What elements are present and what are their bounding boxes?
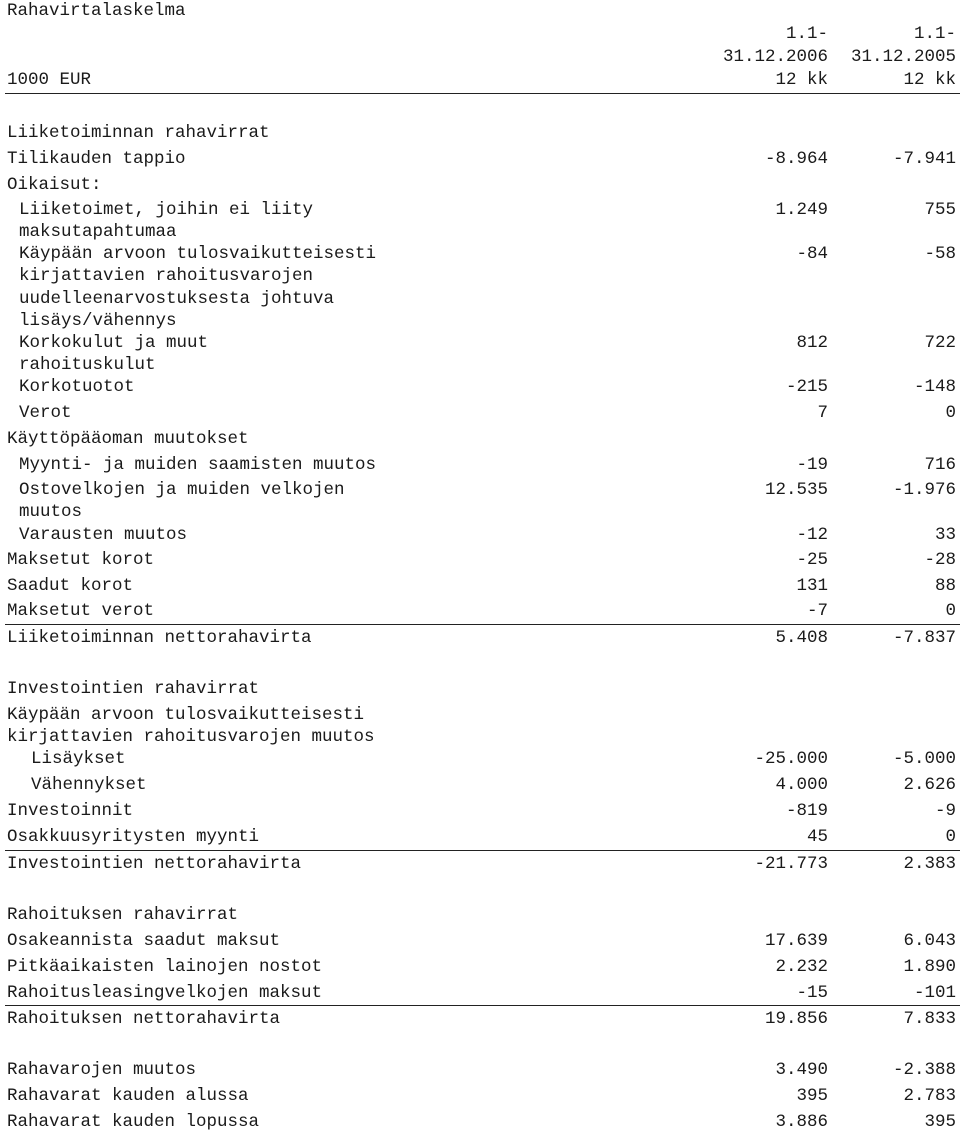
col1-header-length: 12 kk <box>775 70 828 90</box>
statement-row <box>7 826 956 848</box>
statement-row <box>7 904 956 926</box>
row-label: uudelleenarvostuksesta johtuva <box>19 288 335 309</box>
divider-rule <box>5 93 960 94</box>
col2-header-period-end: 31.12.2005 <box>850 47 956 67</box>
value-2005: 395 <box>924 1112 956 1132</box>
value-2005: 6.043 <box>903 931 956 951</box>
value-2006: -12 <box>796 525 828 545</box>
row-label: Käypään arvoon tulosvaikutteisesti <box>7 705 365 725</box>
row-label: Ostovelkojen ja muiden velkojen <box>19 480 345 500</box>
row-label: Maksetut verot <box>7 601 155 621</box>
header-line-1 <box>7 23 956 45</box>
statement-row <box>7 956 956 978</box>
value-2005: -5.000 <box>892 749 956 769</box>
value-2006: 3.886 <box>775 1112 828 1132</box>
value-2005: 2.626 <box>903 775 956 795</box>
row-label: Osakeannista saadut maksut <box>7 931 281 951</box>
value-2006: 17.639 <box>764 931 828 951</box>
row-label: Liiketoimet, joihin ei liity <box>19 200 314 220</box>
statement-row <box>7 402 956 424</box>
row-label: Rahoitusleasingvelkojen maksut <box>7 983 323 1003</box>
statement-row <box>7 243 956 265</box>
statement-row <box>7 454 956 476</box>
statement-row <box>7 800 956 822</box>
value-2005: 7.833 <box>903 1009 956 1029</box>
value-2006: 5.408 <box>775 628 828 648</box>
value-2005: -9 <box>934 801 956 821</box>
value-2006: -84 <box>796 244 828 264</box>
statement-row <box>7 600 956 622</box>
statement-row <box>7 376 956 398</box>
statement-row <box>7 122 956 144</box>
row-label: Verot <box>19 403 72 423</box>
value-2005: 755 <box>924 200 956 220</box>
value-2006: 395 <box>796 1086 828 1106</box>
value-2006: 812 <box>796 333 828 353</box>
row-label: Korkokulut ja muut <box>19 333 209 353</box>
row-label: Maksetut korot <box>7 550 155 570</box>
statement-row-continuation <box>7 310 956 332</box>
statement-row <box>7 428 956 450</box>
statement-row <box>7 627 956 649</box>
statement-row <box>7 479 956 501</box>
row-label: Rahoituksen nettorahavirta <box>7 1009 281 1029</box>
statement-row <box>7 575 956 597</box>
statement-row <box>7 704 956 726</box>
statement-row <box>7 199 956 221</box>
statement-row-continuation <box>7 726 956 748</box>
value-2005: 1.890 <box>903 957 956 977</box>
row-label: muutos <box>19 502 83 523</box>
value-2005: -2.388 <box>892 1060 956 1080</box>
statement-row <box>7 1085 956 1107</box>
value-2005: 2.783 <box>903 1086 956 1106</box>
value-2005: 88 <box>934 576 956 596</box>
value-2005: -148 <box>913 377 956 397</box>
value-2006: 12.535 <box>764 480 828 500</box>
row-label: Liiketoiminnan rahavirrat <box>7 123 270 143</box>
value-2006: -25 <box>796 550 828 570</box>
statement-row <box>7 748 956 770</box>
statement-row <box>7 148 956 170</box>
divider-rule <box>5 1005 960 1006</box>
row-label: Rahavarat kauden lopussa <box>7 1112 260 1132</box>
statement-row <box>7 930 956 952</box>
value-2005: -7.837 <box>892 628 956 648</box>
value-2006: -21.773 <box>754 854 828 874</box>
value-2005: -7.941 <box>892 149 956 169</box>
divider-rule <box>5 624 960 625</box>
value-2005: 0 <box>945 827 956 847</box>
col2-header-period-start: 1.1- <box>913 24 956 44</box>
col1-header-period-start: 1.1- <box>785 24 828 44</box>
value-2005: -101 <box>913 983 956 1003</box>
row-label: Oikaisut: <box>7 175 102 195</box>
value-2006: 4.000 <box>775 775 828 795</box>
row-label: Lisäykset <box>31 749 126 769</box>
row-label: Pitkäaikaisten lainojen nostot <box>7 957 323 977</box>
statement-row-continuation <box>7 501 956 523</box>
row-label: lisäys/vähennys <box>19 310 177 331</box>
row-label: Investointien rahavirrat <box>7 679 260 699</box>
value-2005: 33 <box>934 525 956 545</box>
header-line-3 <box>7 69 956 91</box>
value-2005: 722 <box>924 333 956 353</box>
value-2005: 0 <box>945 601 956 621</box>
statement-row <box>7 1059 956 1081</box>
col1-header-period-end: 31.12.2006 <box>722 47 828 67</box>
value-2006: 45 <box>806 827 828 847</box>
row-label: Liiketoiminnan nettorahavirta <box>7 628 312 648</box>
value-2006: 131 <box>796 576 828 596</box>
value-2006: 7 <box>817 403 828 423</box>
value-2005: -28 <box>924 550 956 570</box>
header-line-2 <box>7 46 956 68</box>
row-label: Rahoituksen rahavirrat <box>7 905 239 925</box>
statement-row <box>7 853 956 875</box>
col2-header-length: 12 kk <box>903 70 956 90</box>
row-label: Investoinnit <box>7 801 134 821</box>
unit-label: 1000 EUR <box>7 70 92 90</box>
value-2005: -58 <box>924 244 956 264</box>
value-2006: -19 <box>796 455 828 475</box>
statement-row <box>7 524 956 546</box>
statement-row <box>7 174 956 196</box>
statement-row <box>7 1111 956 1133</box>
row-label: rahoituskulut <box>19 355 156 376</box>
value-2006: 1.249 <box>775 200 828 220</box>
value-2005: -1.976 <box>892 480 956 500</box>
value-2006: -8.964 <box>764 149 828 169</box>
row-label: Rahavarojen muutos <box>7 1060 197 1080</box>
statement-row-continuation <box>7 288 956 310</box>
value-2006: -25.000 <box>754 749 828 769</box>
value-2006: -7 <box>806 601 828 621</box>
value-2005: 2.383 <box>903 854 956 874</box>
value-2006: 19.856 <box>764 1009 828 1029</box>
value-2005: 716 <box>924 455 956 475</box>
statement-row <box>7 678 956 700</box>
row-label: kirjattavien rahoitusvarojen <box>19 266 314 287</box>
statement-row-continuation <box>7 265 956 287</box>
statement-row <box>7 1008 956 1030</box>
row-label: Tilikauden tappio <box>7 149 186 169</box>
row-label: Käypään arvoon tulosvaikutteisesti <box>19 244 377 264</box>
row-label: Vähennykset <box>31 775 147 795</box>
statement-row <box>7 332 956 354</box>
row-label: Osakkuusyritysten myynti <box>7 827 260 847</box>
row-label: maksutapahtumaa <box>19 222 177 243</box>
statement-title: Rahavirtalaskelma <box>7 1 186 21</box>
row-label: Myynti- ja muiden saamisten muutos <box>19 455 377 475</box>
statement-row <box>7 774 956 796</box>
row-label: Investointien nettorahavirta <box>7 854 302 874</box>
statement-row-continuation <box>7 354 956 376</box>
row-label: Korkotuotot <box>19 377 135 397</box>
statement-row <box>7 982 956 1004</box>
value-2006: -215 <box>785 377 828 397</box>
value-2006: 2.232 <box>775 957 828 977</box>
row-label: Käyttöpääoman muutokset <box>7 429 249 449</box>
value-2006: -819 <box>785 801 828 821</box>
row-label: Saadut korot <box>7 576 134 596</box>
statement-row-continuation <box>7 221 956 243</box>
value-2005: 0 <box>945 403 956 423</box>
row-label: Rahavarat kauden alussa <box>7 1086 249 1106</box>
row-label: Varausten muutos <box>19 525 188 545</box>
statement-row <box>7 549 956 571</box>
value-2006: -15 <box>796 983 828 1003</box>
value-2006: 3.490 <box>775 1060 828 1080</box>
row-label: kirjattavien rahoitusvarojen muutos <box>7 727 375 748</box>
divider-rule <box>5 850 960 851</box>
